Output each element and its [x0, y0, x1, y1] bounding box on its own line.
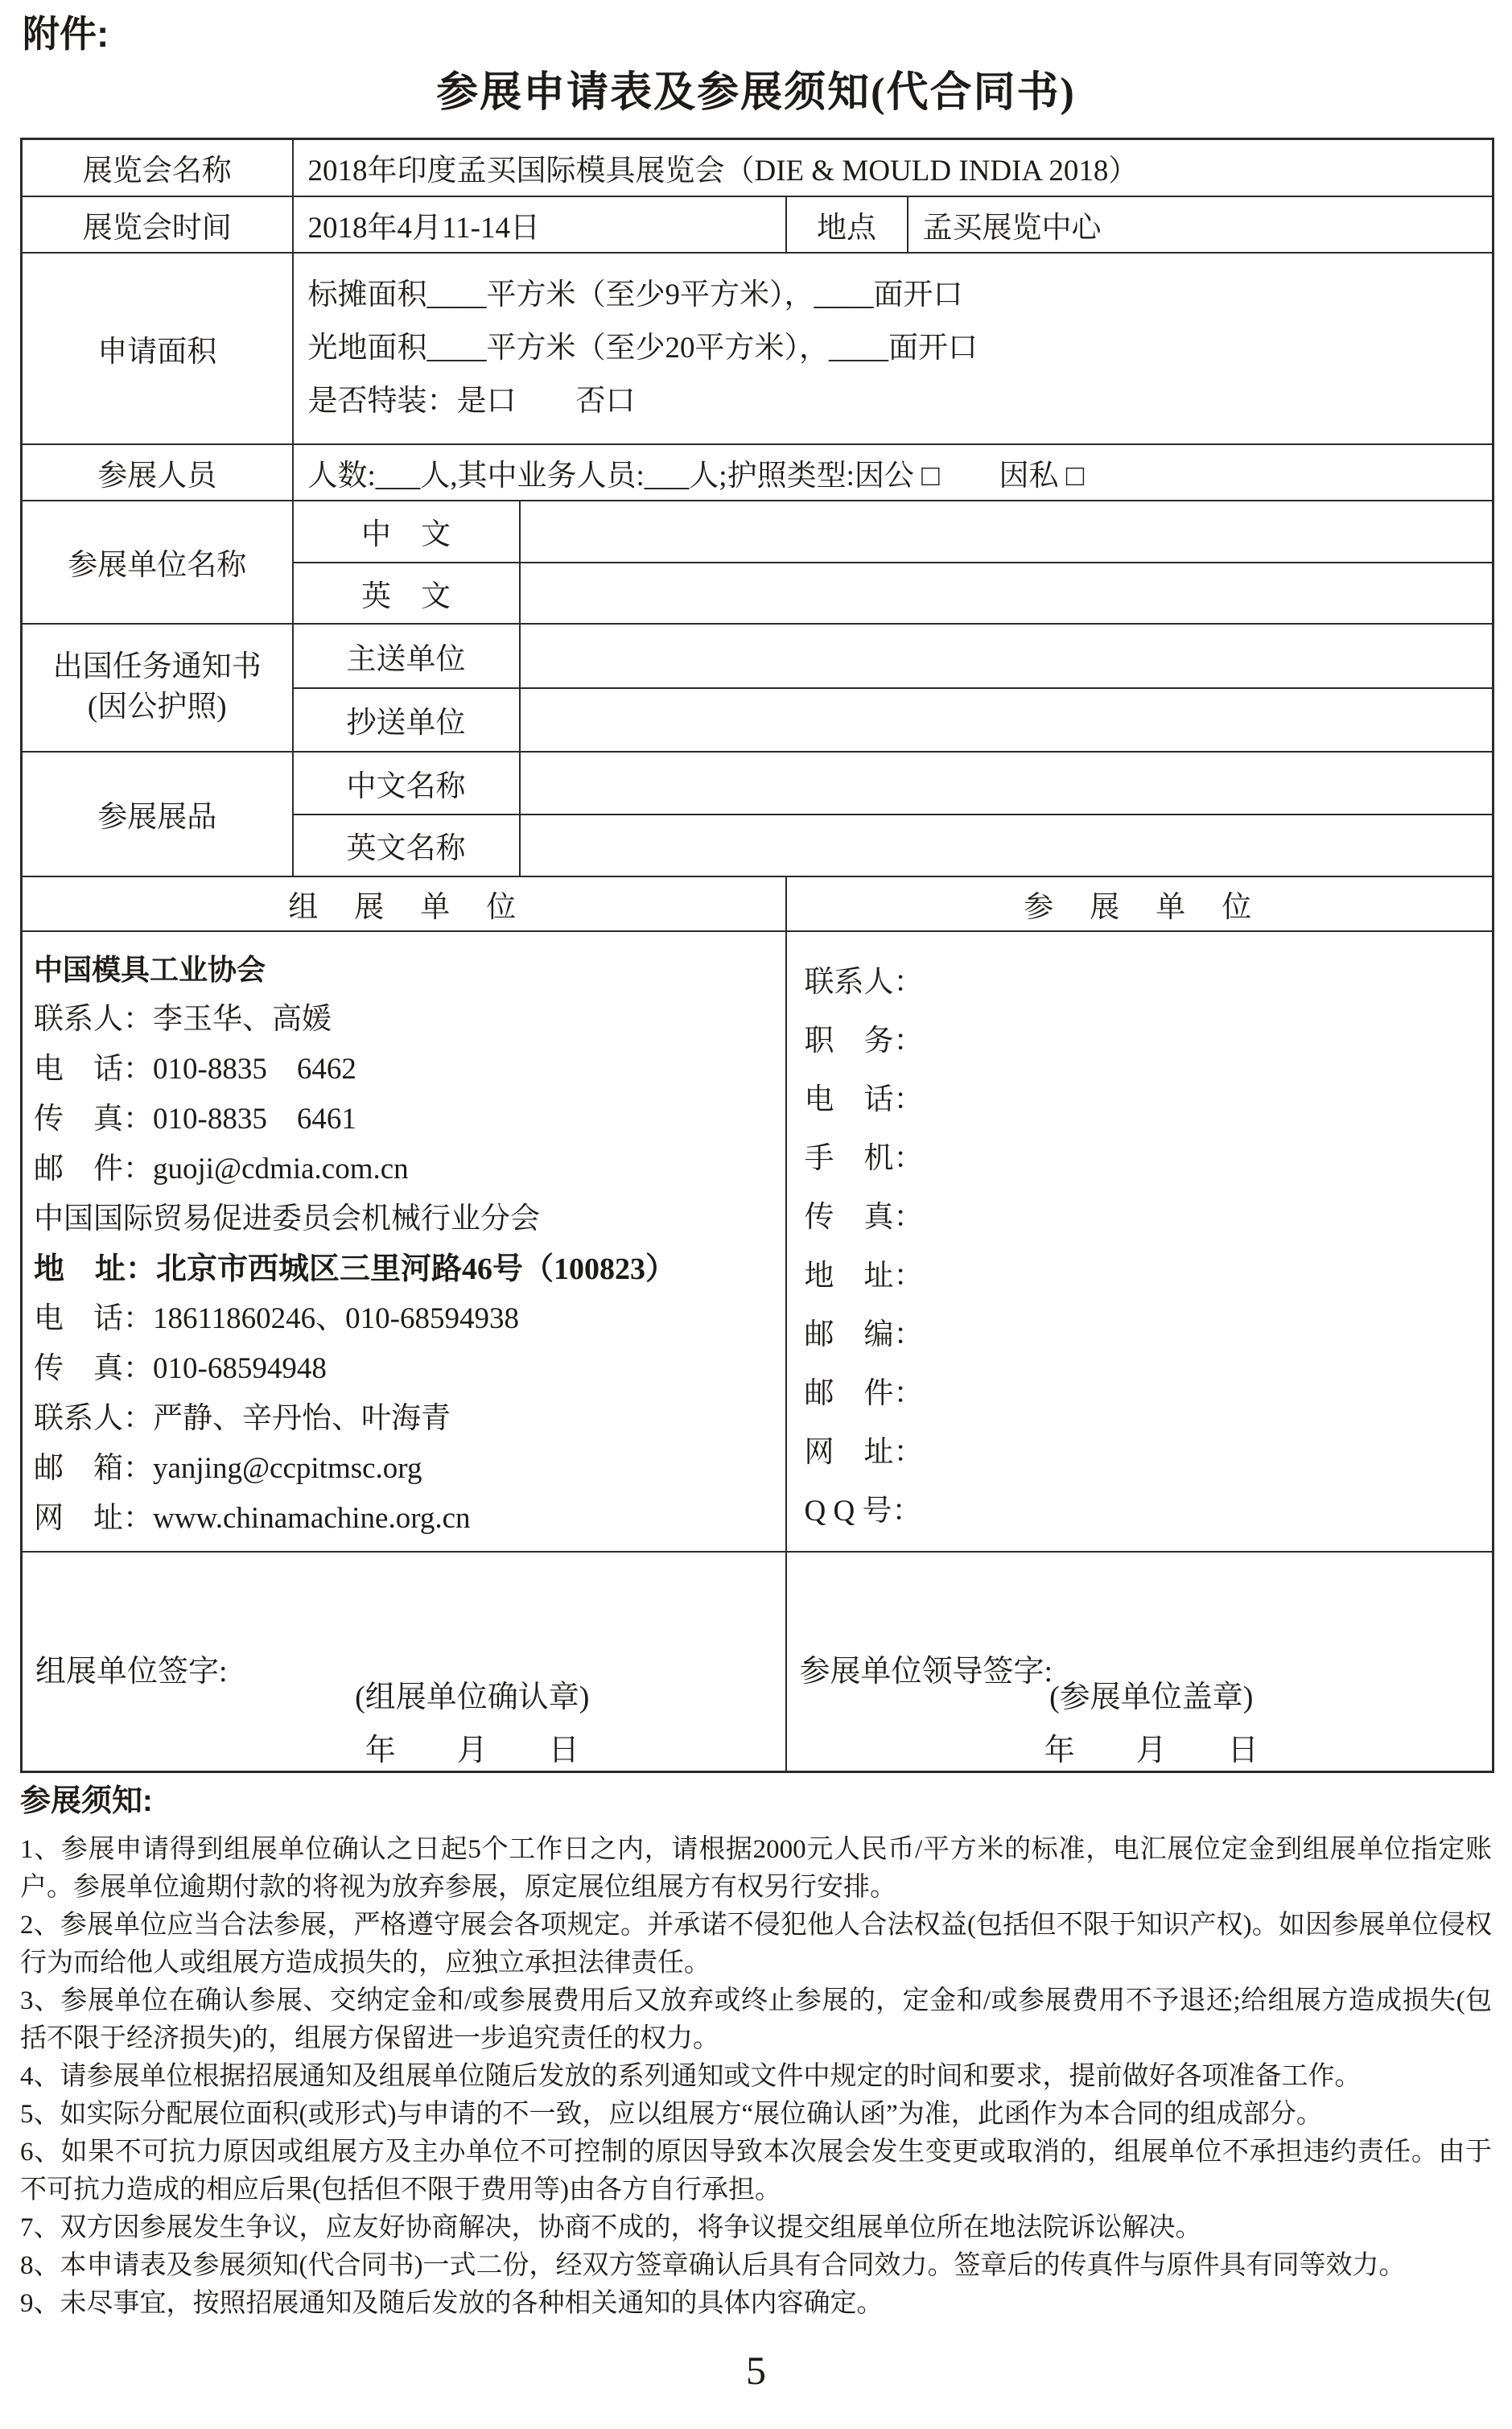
- co-organizer-contact-person: 联系人：严静、辛丹怡、叶海青: [34, 1402, 451, 1435]
- note-item-6: 6、如果不可抗力原因或组展方及主办单位不可控制的原因导致本次展会发生变更或取消的，组展单位不承担违约责任。由于不可抗力造成的相应后果(包括但不限于费用等)由各方自行承担。: [20, 2138, 1492, 2204]
- co-organizer-phone: 电 话：18611860246、010-68594938: [34, 1302, 519, 1335]
- exhibitor-contact-person-field: 联系人：: [804, 966, 924, 999]
- exhibitor-website-field: 网 址：: [804, 1436, 924, 1469]
- row-exhibitor-name-cn: [22, 501, 1493, 563]
- co-organizer-email: 邮 箱：yanjing@ccpitmsc.org: [34, 1452, 422, 1485]
- organizer-phone: 电 话：010-8835 6462: [34, 1053, 356, 1086]
- organizer-signature-cell: [22, 1552, 786, 1772]
- page-number: 5: [746, 2348, 766, 2393]
- exhibitor-seal-label: (参展单位盖章): [1049, 1680, 1254, 1714]
- exhibition-time-label: 展览会时间: [22, 196, 293, 253]
- note-item-8: 8、本申请表及参展须知(代合同书)一式二份，经双方签章确认后具有合同效力。签章后的传真件与原件具有同等效力。: [20, 2251, 1406, 2280]
- task-notice-copy-label: 抄送单位: [293, 688, 520, 752]
- application-form-table: [20, 138, 1494, 1773]
- exhibits-cn-label: 中文名称: [293, 752, 520, 814]
- exhibitor-qq-field: Q Q 号：: [804, 1495, 922, 1528]
- exhibits-label: 参展展品: [22, 752, 293, 876]
- exhibits-en-value: [520, 814, 1493, 876]
- organizer-contact-person: 联系人：李玉华、高媛: [34, 1003, 332, 1036]
- row-apply-area: [22, 253, 1493, 444]
- row-contacts: [22, 931, 1493, 1552]
- row-exhibition-time: [22, 196, 1493, 253]
- row-section-headers: [22, 876, 1493, 931]
- exhibitor-name-cn-value: [520, 501, 1493, 563]
- task-notice-label-line1: 出国任务通知书: [52, 650, 262, 683]
- task-notice-main-value: [520, 624, 1493, 688]
- exhibitor-mobile-field: 手 机：: [804, 1142, 924, 1175]
- exhibitor-address-field: 地 址：: [804, 1260, 924, 1293]
- row-signatures: [22, 1552, 1493, 1772]
- note-item-4: 4、请参展单位根据招展通知及组展单位随后发放的系列通知或文件中规定的时间和要求，提前做好各项准备工作。: [20, 2062, 1362, 2091]
- location-value: 孟买展览中心: [908, 196, 1493, 253]
- attachment-label: 附件:: [23, 13, 109, 55]
- co-organizer-address: 地 址：北京市西城区三里河路46号（100823）: [34, 1252, 677, 1286]
- organizer-email: 邮 件：guoji@cdmia.com.cn: [34, 1153, 409, 1186]
- co-organizer-fax: 传 真：010-68594948: [34, 1352, 327, 1385]
- exhibits-en-label: 英文名称: [293, 814, 520, 876]
- exhibitor-email-field: 邮 件：: [804, 1377, 924, 1410]
- organizer-fax: 传 真：010-8835 6461: [34, 1103, 356, 1136]
- task-notice-copy-value: [520, 688, 1493, 752]
- exhibitor-contact-block: [786, 931, 1493, 1552]
- exhibitor-header: 参 展 单 位: [786, 876, 1493, 931]
- staff-label: 参展人员: [22, 444, 293, 501]
- task-notice-label: [22, 624, 293, 752]
- exhibition-time-value: 2018年4月11-14日: [293, 196, 786, 253]
- exhibitor-name-en-label: 英 文: [293, 563, 520, 624]
- organizer-signature-label: 组展单位签字:: [35, 1654, 228, 1689]
- exhibitor-zipcode-field: 邮 编：: [804, 1318, 924, 1351]
- task-notice-main-label: 主送单位: [293, 624, 520, 688]
- exhibits-cn-value: [520, 752, 1493, 814]
- apply-area-content: [293, 253, 1493, 444]
- location-label: 地点: [786, 196, 908, 253]
- organizer-contact-block: [22, 931, 786, 1552]
- organizer-seal-label: (组展单位确认章): [355, 1680, 590, 1714]
- exhibition-name-label: 展览会名称: [22, 139, 293, 196]
- exhibitor-position-field: 职 务：: [804, 1025, 924, 1058]
- organizer-header: 组 展 单 位: [22, 876, 786, 931]
- organizer-date-line: 年 月 日: [365, 1733, 579, 1767]
- exhibition-name-value: 2018年印度孟买国际模具展览会（DIE & MOULD INDIA 2018）: [293, 139, 1493, 196]
- row-exhibits-cn: [22, 752, 1493, 814]
- page-title: 参展申请表及参展须知(代合同书): [436, 70, 1076, 116]
- exhibitor-date-line: 年 月 日: [1044, 1733, 1259, 1767]
- exhibitor-signature-label: 参展单位领导签字:: [799, 1654, 1053, 1689]
- notes-heading: 参展须知:: [20, 1784, 153, 1818]
- co-organizer-website: 网 址：www.chinamachine.org.cn: [34, 1502, 471, 1535]
- exhibition-notes: [20, 1775, 1492, 2323]
- note-item-9: 9、未尽事宜，按照招展通知及随后发放的各种相关通知的具体内容确定。: [20, 2289, 884, 2318]
- note-item-3: 3、参展单位在确认参展、交纳定金和/或参展费用后又放弃或终止参展的，定金和/或参展费用不予退还;给组展方造成损失(包括不限于经济损失)的，组展方保留进一步追究责任的权力。: [20, 1986, 1492, 2053]
- row-staff: [22, 444, 1493, 501]
- row-task-notice-main: [22, 624, 1493, 688]
- apply-area-label: 申请面积: [22, 253, 293, 444]
- exhibitor-name-cn-label: 中 文: [293, 501, 520, 563]
- exhibitor-phone-field: 电 话：: [804, 1083, 924, 1116]
- apply-area-line-rawspace: 光地面积____平方米（至少20平方米），____面开口: [307, 331, 978, 365]
- row-exhibition-name: [22, 139, 1493, 196]
- exhibitor-signature-cell: [786, 1552, 1493, 1772]
- organizer-name: 中国模具工业协会: [34, 953, 266, 986]
- exhibitor-name-en-value: [520, 563, 1493, 624]
- staff-value: 人数:___人,其中业务人员:___人;护照类型:因公 □ 因私 □: [293, 444, 1493, 501]
- co-organizer-name: 中国国际贸易促进委员会机械行业分会: [34, 1202, 540, 1235]
- note-item-5: 5、如实际分配展位面积(或形式)与申请的不一致，应以组展方“展位确认函”为准，此函作为本合同的组成部分。: [20, 2100, 1323, 2129]
- note-item-7: 7、双方因参展发生争议，应友好协商解决，协商不成的，将争议提交组展单位所在地法院诉讼解决。: [20, 2213, 1202, 2242]
- exhibitor-name-label: 参展单位名称: [22, 501, 293, 624]
- task-notice-label-line2: (因公护照): [87, 691, 227, 724]
- exhibitor-fax-field: 传 真：: [804, 1201, 924, 1234]
- note-item-1: 1、参展申请得到组展单位确认之日起5个工作日之内，请根据2000元人民币/平方米的标准，电汇展位定金到组展单位指定账户。参展单位逾期付款的将视为放弃参展，原定展位组展方有权另行安排。: [20, 1835, 1492, 1902]
- apply-area-line-special: 是否特装：是口 否口: [307, 384, 636, 418]
- apply-area-line-booth: 标摊面积____平方米（至少9平方米），____面开口: [307, 278, 963, 311]
- note-item-2: 2、参展单位应当合法参展，严格遵守展会各项规定。并承诺不侵犯他人合法权益(包括但不限于知识产权)。如因参展单位侵权行为而给他人或组展方造成损失的，应独立承担法律责任。: [20, 1911, 1492, 1977]
